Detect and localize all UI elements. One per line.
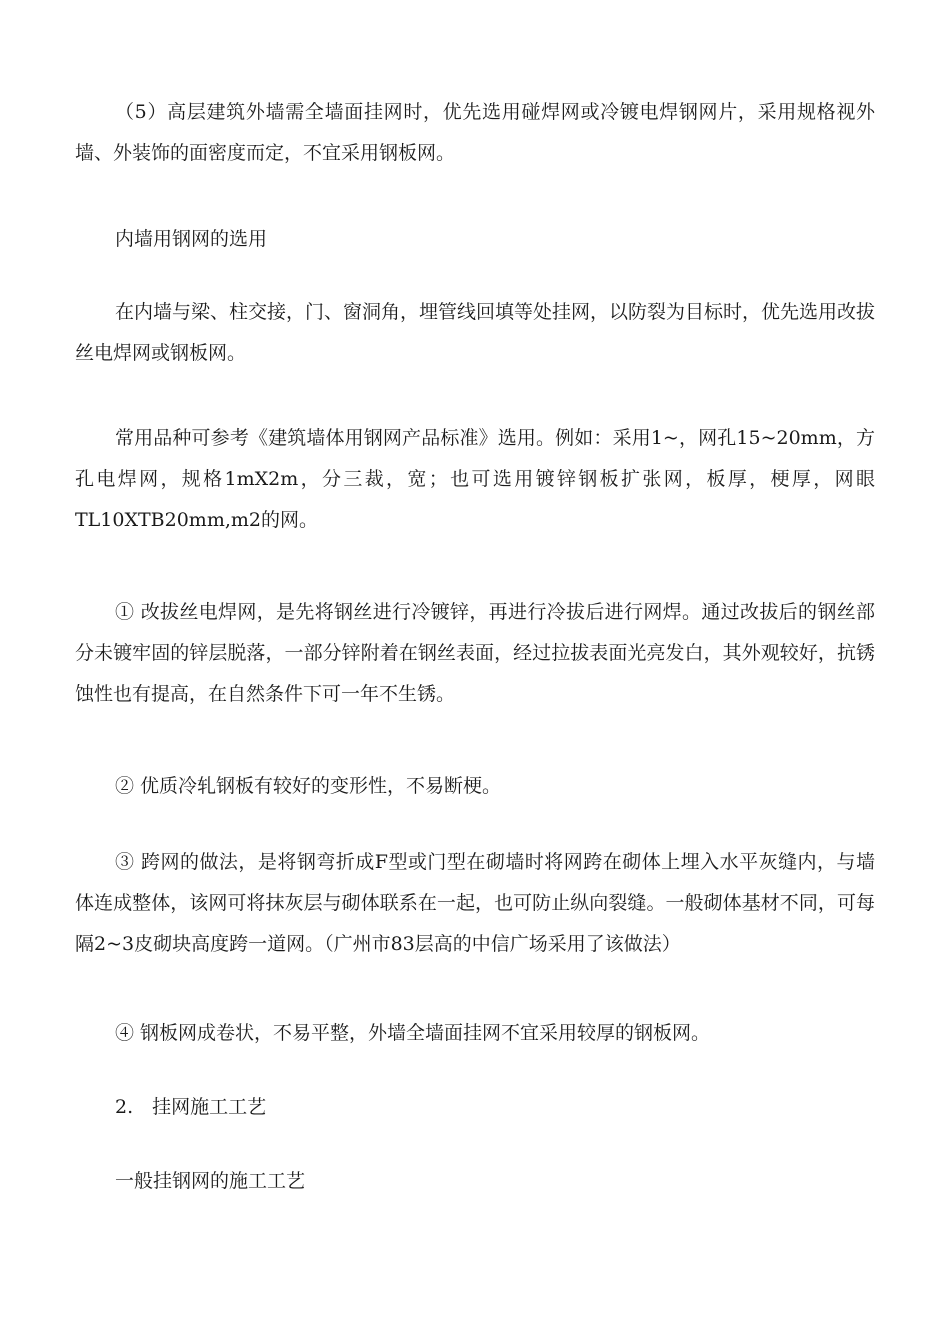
paragraph-item-2-cold-rolled-plate: ② 优质冷轧钢板有较好的变形性，不易断梗。 <box>115 775 502 797</box>
paragraph-high-rise-exterior-mesh: （5）高层建筑外墙需全墙面挂网时，优先选用碰焊网或冷镀电焊钢网片，采用规格视外墙、外装饰的面密度而定，不宜采用钢板网。 <box>75 101 875 164</box>
paragraph-item-4-steel-plate-roll: ④ 钢板网成卷状，不易平整，外墙全墙面挂网不宜采用较厚的钢板网。 <box>115 1022 711 1044</box>
section-heading-mesh-construction: 2. 挂网施工工艺 <box>115 1096 267 1118</box>
paragraph-item-1-drawn-wire-mesh: ① 改拔丝电焊网，是先将钢丝进行冷镀锌，再进行冷拔后进行网焊。通过改拔后的钢丝部分未镀牢固的锌层脱落，一部分锌附着在钢丝表面，经过拉拔表面光亮发白，其外观较好，抗锈蚀性也有提高，在自然条件下可一年不生锈。 <box>75 601 875 705</box>
heading-general-mesh-process: 一般挂钢网的施工工艺 <box>115 1170 306 1192</box>
paragraph-common-varieties: 常用品种可参考《建筑墙体用钢网产品标准》选用。例如：采用1~，网孔15~20mm，方孔电焊网，规格1mX2m，分三裁，宽；也可选用镀锌钢板扩张网，板厚，梗厚，网眼TL10XTB20mm,m2的网。 <box>75 427 875 531</box>
paragraph-item-3-cross-mesh-method: ③ 跨网的做法，是将钢弯折成F型或门型在砌墙时将网跨在砌体上埋入水平灰缝内，与墙体连成整体，该网可将抹灰层与砌体联系在一起，也可防止纵向裂缝。一般砌体基材不同，可每隔2~3皮砌块高度跨一道网。（广州市83层高的中信广场采用了该做法） <box>75 851 875 955</box>
heading-interior-wall-mesh: 内墙用钢网的选用 <box>115 228 268 250</box>
paragraph-interior-wall-junctions: 在内墙与梁、柱交接，门、窗洞角，埋管线回填等处挂网，以防裂为目标时，优先选用改拔丝电焊网或钢板网。 <box>75 301 876 364</box>
